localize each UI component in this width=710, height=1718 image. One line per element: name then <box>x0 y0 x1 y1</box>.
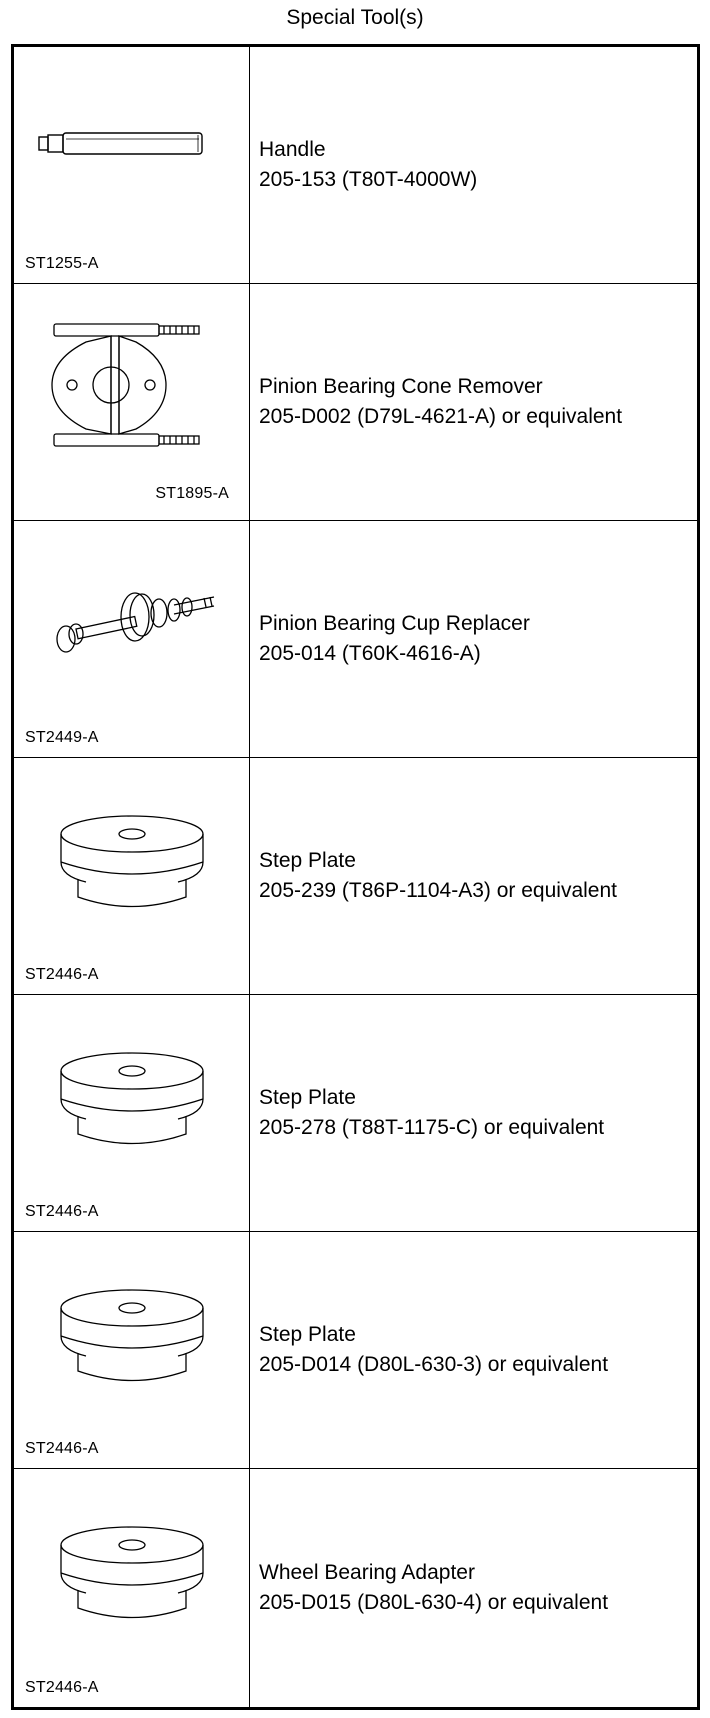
step-plate-icon <box>14 1232 249 1468</box>
tool-image-code: ST2446-A <box>25 1203 99 1220</box>
tool-image-cell <box>14 47 250 283</box>
tool-image-code: ST1895-A <box>155 485 229 502</box>
table-row <box>14 758 697 995</box>
tool-image-code: ST2449-A <box>25 729 99 746</box>
tool-description <box>259 372 622 432</box>
tool-name: Handle <box>259 138 326 161</box>
tool-description <box>259 135 477 195</box>
tool-name: Step Plate <box>259 1323 356 1346</box>
tool-image-cell <box>14 521 250 757</box>
step-plate-icon <box>14 758 249 994</box>
handle-icon <box>14 47 249 283</box>
page-title: Special Tool(s) <box>286 6 424 29</box>
tool-name: Step Plate <box>259 849 356 872</box>
tool-number: 205-D015 (D80L-630-4) or equivalent <box>259 1591 609 1614</box>
tool-name: Pinion Bearing Cup Replacer <box>259 612 530 635</box>
tool-image-cell <box>14 758 250 994</box>
tool-name: Step Plate <box>259 1086 356 1109</box>
tool-image-code: ST2446-A <box>25 1440 99 1457</box>
table-row <box>14 47 697 284</box>
tool-description <box>259 846 617 906</box>
tool-number: 205-D002 (D79L-4621-A) or equivalent <box>259 405 623 428</box>
special-tools-table <box>11 44 700 1710</box>
step-plate-icon <box>14 1469 249 1705</box>
tool-image-code: ST2446-A <box>25 966 99 983</box>
tool-description <box>259 1320 608 1380</box>
tool-image-code: ST1255-A <box>25 255 99 272</box>
tool-image-cell <box>14 1469 250 1707</box>
table-row <box>14 1232 697 1469</box>
tool-image-cell <box>14 995 250 1231</box>
table-row <box>14 521 697 758</box>
table-row <box>14 995 697 1232</box>
tool-number: 205-278 (T88T-1175-C) or equivalent <box>259 1116 605 1139</box>
tool-number: 205-239 (T86P-1104-A3) or equivalent <box>259 879 617 902</box>
bearing-cup-replacer-icon <box>14 521 249 757</box>
tool-image-cell <box>14 284 250 520</box>
tool-name: Pinion Bearing Cone Remover <box>259 375 543 398</box>
step-plate-icon <box>14 995 249 1231</box>
tool-number: 205-153 (T80T-4000W) <box>259 168 478 191</box>
table-row <box>14 1469 697 1707</box>
tool-description <box>259 1083 604 1143</box>
tool-number: 205-014 (T60K-4616-A) <box>259 642 481 665</box>
tool-number: 205-D014 (D80L-630-3) or equivalent <box>259 1353 609 1376</box>
tool-image-cell <box>14 1232 250 1468</box>
tool-description <box>259 609 530 669</box>
tool-description <box>259 1558 608 1618</box>
table-row <box>14 284 697 521</box>
tool-image-code: ST2446-A <box>25 1679 99 1696</box>
tool-name: Wheel Bearing Adapter <box>259 1561 475 1584</box>
